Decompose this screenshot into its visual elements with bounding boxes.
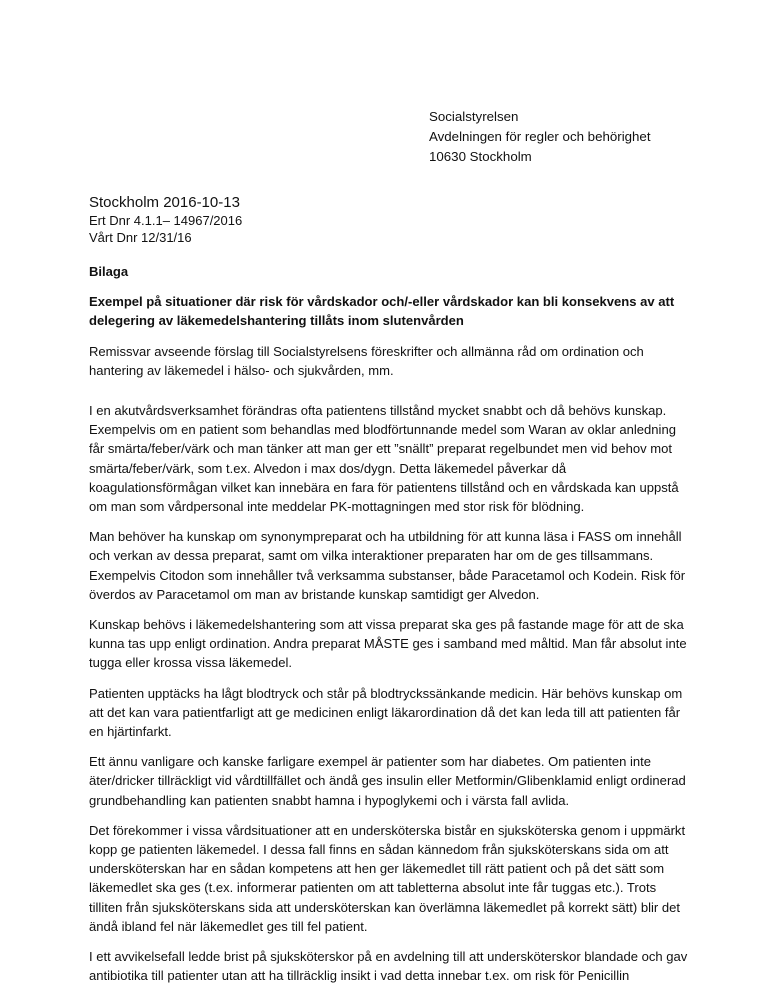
recipient-address [429,107,651,167]
body-paragraph: Remissvar avseende förslag till Socialstyrelsens föreskrifter och allmänna råd om ordination och hantering av läkemedel i hälso- och sjukvården, mm. [89,343,644,378]
attachment-title: Exempel på situationer där risk för vårdskador och/-eller vårdskador kan bli konsekvens av att delegering av läkemedelshantering tillåts inom slutenvården [89,294,675,329]
body-paragraph: Det förekommer i vissa vårdsituationer att en undersköterska bistår en sjuksköterska genom i uppmärkt kopp ge patienten läkemedel. I dessa fall finns en sådan kännedom från sjuksköterskans sida om att undersköterskan har en sådan kompetens att hen ger läkemedlet till rätt patient och på det sätt som läkemedlet ska ges (t.ex. informerar patienten om att tabletterna absolut inte får tuggas etc.). Trots tilliten från sjuksköterskans sida att undersköterskan kan överlämna läkemedlet på korrekt sätt) blir det ändå ibland fel när läkemedlet ges till fel patient. [89,822,686,934]
attachment-label: Bilaga [89,264,129,279]
body-paragraph: I ett avvikelsefall ledde brist på sjuksköterskor på en avdelning till att undersköterskor blandade och gav antibiotika till patienter utan att ha tillräcklig insikt i vad detta innebar t.ex. om risk för Penicillin [89,949,688,984]
recipient-department: Avdelningen för regler och behörighet [429,129,651,144]
ert-dnr: Ert Dnr 4.1.1– 14967/2016 [89,213,243,228]
reference-numbers [89,212,242,246]
letter-body [89,262,689,986]
recipient-postal: 10630 Stockholm [429,149,532,164]
body-paragraph: Patienten upptäcks ha lågt blodtryck och står på blodtryckssänkande medicin. Här behövs kunskap om att det kan vara patientfarligt att ge medicinen enligt läkarordination då det kan leda till att patienten får en hjärtinfarkt. [89,685,683,740]
body-paragraph: Man behöver ha kunskap om synonympreparat och ha utbildning för att kunna läsa i FASS om innehåll och verkan av dessa preparat, samt om vilka interaktioner preparaten har om de ges tillsammans. Exempelvis Citodon som innehåller två verksamma substanser, både Paracetamol och Kodein. Risk för överdos av Paracetamol om man av bristande kunskap samtidigt ger Alvedon. [89,529,686,602]
place-date: Stockholm 2016-10-13 [89,194,240,211]
body-paragraph: Kunskap behövs i läkemedelshantering som att vissa preparat ska ges på fastande mage för att de ska kunna tas upp enligt ordination. Andra preparat MÅSTE ges i samband med måltid. Man får absolut inte tugga eller krossa vissa läkemedel. [89,617,687,671]
body-paragraph: Ett ännu vanligare och kanske farligare exempel är patienter som har diabetes. Om patienten inte äter/dricker tillräckligt vid vårdtillfället och ändå ges insulin eller Metformin/Glibenklamid enligt ordinerad grundbehandling kan patienten snabbt hamna i hypoglykemi och i värsta fall avlida. [89,754,686,808]
recipient-name: Socialstyrelsen [429,109,519,124]
vart-dnr: Vårt Dnr 12/31/16 [89,230,192,245]
body-paragraph: I en akutvårdsverksamhet förändras ofta patientens tillstånd mycket snabbt och då behövs kunskap. Exempelvis om en patient som behandlas med blodförtunnande medel som Waran av oklar anledning får smärta/feber/värk och man tänker att man ger ett ”snällt” preparat regelbundet men vid behov mot smärta/feber/värk, som t.ex. Alvedon i max dos/dygn. Detta läkemedel påverkar då koagulationsförmågan vilket kan innebära en fara för patientens tillstånd och en vårdskada kan uppstå om man som vårdpersonal inte meddelar PK-mottagningen med stor risk för blödning. [89,403,679,515]
